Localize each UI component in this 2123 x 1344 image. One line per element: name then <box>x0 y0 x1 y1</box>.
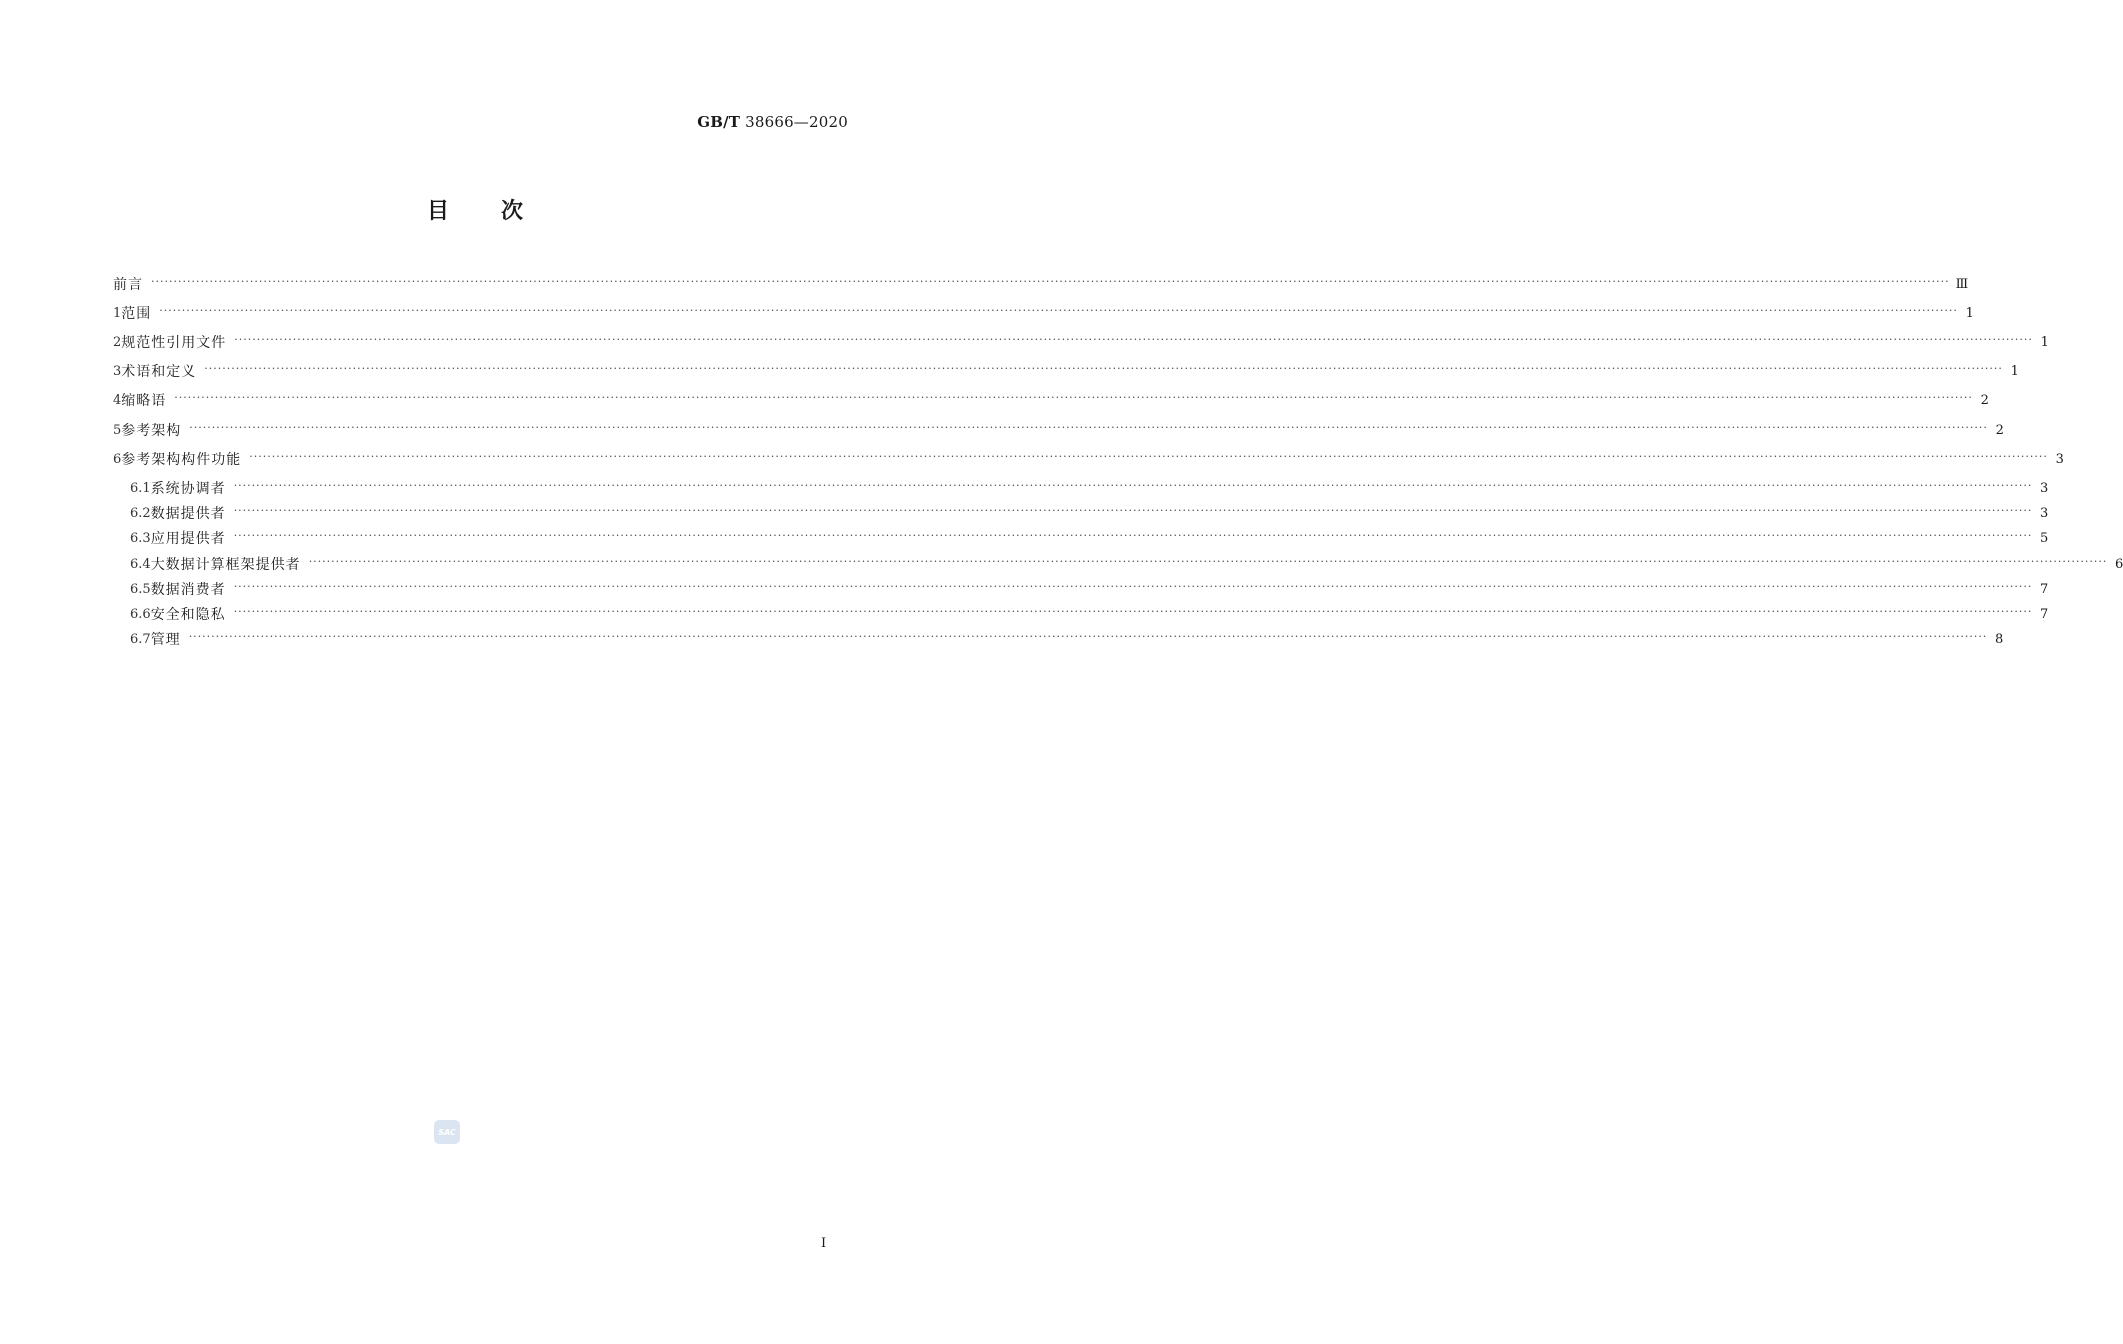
toc-entry-page: 5 <box>2040 530 2049 546</box>
toc-entry-number: 5 <box>113 422 122 438</box>
toc-entry-text: 参考架构构件功能 <box>121 452 242 468</box>
toc-entry-page: 3 <box>2040 480 2049 496</box>
toc-entry-6-4[interactable] <box>130 554 2123 574</box>
dot-leader: ················································································································································································································································································································································································································ <box>308 555 2108 568</box>
toc-entry-text: 大数据计算框架提供者 <box>150 557 301 573</box>
toc-entry-page: 3 <box>2055 451 2064 467</box>
dot-leader: ················································································································································································································································································································································································································ <box>233 605 2033 618</box>
toc-entry-6-6[interactable] <box>130 604 2049 624</box>
toc-entry-page: 1 <box>1965 305 1974 321</box>
page-number: I <box>821 1236 827 1251</box>
dot-leader: ················································································································································································································································································································································································································ <box>233 580 2033 593</box>
toc-entry-text: 参考架构 <box>121 423 182 439</box>
toc-entry-6[interactable] <box>113 449 2064 469</box>
toc-entry-1[interactable] <box>113 303 1974 323</box>
toc-entry-text: 数据提供者 <box>150 506 226 522</box>
toc-entry-page: 8 <box>1995 631 2004 647</box>
toc-entry-6-7[interactable] <box>130 629 2004 649</box>
toc-entry-page: 1 <box>2010 363 2019 379</box>
toc-entry-number: 6.4 <box>130 556 151 572</box>
dot-leader: ················································································································································································································································································································································································································ <box>174 391 1973 404</box>
toc-entry-number: 6.7 <box>130 631 151 647</box>
toc-entry-6-2[interactable] <box>130 503 2049 523</box>
toc-entry-number: 1 <box>113 305 122 321</box>
toc-entry-6-3[interactable] <box>130 528 2049 548</box>
standard-number: 38666—2020 <box>745 113 848 131</box>
dot-leader: ················································································································································································································································································································································································································ <box>234 333 2033 346</box>
dot-leader: ················································································································································································································································································································································································································ <box>233 479 2033 492</box>
toc-entry-number: 4 <box>113 392 122 408</box>
toc-entry-number: 2 <box>113 334 122 350</box>
toc-entry-page: 2 <box>1980 392 1989 408</box>
dot-leader: ················································································································································································································································································································································································································ <box>249 450 2048 463</box>
toc-entry-text: 术语和定义 <box>121 364 197 380</box>
toc-entry-number: 6.1 <box>130 480 151 496</box>
dot-leader: ················································································································································································································································································································································································································ <box>189 421 1988 434</box>
toc-entry-page: 2 <box>1995 422 2004 438</box>
toc-entry-number: 6.3 <box>130 530 151 546</box>
toc-entry-text: 系统协调者 <box>150 481 226 497</box>
dot-leader: ················································································································································································································································································································································································································ <box>159 304 1958 317</box>
toc-entry-2[interactable] <box>113 332 2049 352</box>
dot-leader: ················································································································································································································································································································································································································ <box>204 362 2003 375</box>
toc-entry-foreword[interactable] <box>113 274 1969 294</box>
toc-entry-page: 7 <box>2040 606 2049 622</box>
toc-entry-text: 范围 <box>121 306 152 322</box>
sac-watermark-logo: SAC <box>434 1120 460 1144</box>
standard-prefix: GB/T <box>697 113 741 131</box>
toc-entry-number: 3 <box>113 363 122 379</box>
standard-code <box>697 113 848 131</box>
toc-entry-page: 6 <box>2115 556 2123 572</box>
toc-entry-number: 6 <box>113 451 122 467</box>
toc-entry-page: 1 <box>2040 334 2049 350</box>
toc-entry-page: Ⅲ <box>1955 276 1969 292</box>
dot-leader: ················································································································································································································································································································································································································ <box>188 630 1988 643</box>
toc-title: 目次 <box>426 199 575 224</box>
toc-entry-text: 应用提供者 <box>150 531 226 547</box>
toc-entry-5[interactable] <box>113 420 2004 440</box>
toc-entry-text: 安全和隐私 <box>150 607 226 623</box>
dot-leader: ················································································································································································································································································································································································································ <box>233 504 2033 517</box>
dot-leader: ················································································································································································································································································································································································································ <box>151 275 1950 288</box>
toc-entry-3[interactable] <box>113 361 2019 381</box>
toc-entry-number: 6.2 <box>130 505 151 521</box>
toc-entry-text: 规范性引用文件 <box>121 335 227 351</box>
toc-entry-number: 6.6 <box>130 606 151 622</box>
toc-entry-text: 管理 <box>150 632 181 648</box>
toc-entry-text: 数据消费者 <box>150 582 226 598</box>
toc-entry-6-5[interactable] <box>130 579 2049 599</box>
toc-entry-4[interactable] <box>113 390 1989 410</box>
toc-entry-text: 前言 <box>113 277 143 293</box>
toc-entry-6-1[interactable] <box>130 478 2049 498</box>
toc-entry-number: 6.5 <box>130 581 151 597</box>
toc-entry-page: 3 <box>2040 505 2049 521</box>
toc-entry-page: 7 <box>2040 581 2049 597</box>
dot-leader: ················································································································································································································································································································································································································ <box>233 529 2033 542</box>
toc-entry-text: 缩略语 <box>121 393 167 409</box>
